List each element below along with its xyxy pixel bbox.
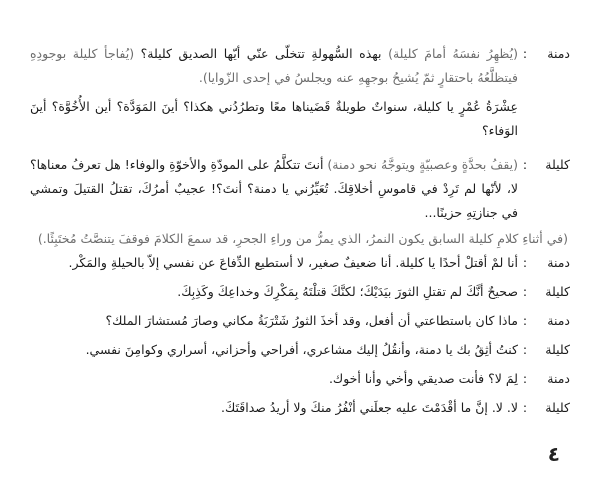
dialogue-line-dimna-1 xyxy=(30,42,570,143)
dialogue-line-kalila-4 xyxy=(30,396,570,420)
dialogue-line-dimna-3 xyxy=(30,309,570,333)
speaker-name: كليلة xyxy=(545,157,570,172)
spoken-text: لِمَ لا؟ فأنت صديقي وأخي وأنا أخوك. xyxy=(328,371,518,386)
speaker-name: كليلة xyxy=(545,342,570,357)
page-number: ٤ xyxy=(547,442,560,466)
dialogue-line-kalila-2 xyxy=(30,280,570,304)
dialogue-text xyxy=(30,42,518,143)
spoken-text: أنتَ تتكلَّمُ على المودّةِ والأخوّةِ والوفاء! هل تعرفُ معناها؟ لا، لأنّها لم تَرِدْ في قاموسِ أخلاقِكَ. تُعَيِّرُني يا دمنة؟ أنتَ؟! عجيبٌ أمرُكَ، تقتلُ القتيلَ وتمشي في جنازتِهِ حزينًا... xyxy=(30,157,518,220)
speaker-colon: : xyxy=(522,284,528,299)
speaker-colon: : xyxy=(522,46,528,61)
dialogue-line-kalila-3 xyxy=(30,338,570,362)
speaker-colon: : xyxy=(522,157,528,172)
spoken-text-continued: عِشْرَةُ عُمْرٍ يا كليلة، سنواتٌ طويلةٌ قَضَيناها معًا وتطرُدُني هكذا؟ أينَ المَوَدَّة؟ أين الأُخُوَّة؟ أينَ الوَفاء؟ xyxy=(30,99,518,138)
speaker-name: دمنة xyxy=(547,46,570,61)
dialogue-line-kalila-1 xyxy=(30,153,570,225)
speaker-colon: : xyxy=(522,400,528,415)
speaker-colon: : xyxy=(522,313,528,328)
speaker-colon: : xyxy=(522,255,528,270)
spoken-text: بهذه السُّهولةِ تتخلّى عنّي أيّها الصديق كليلة؟ xyxy=(140,46,382,61)
speaker-colon: : xyxy=(522,342,528,357)
dialogue-line-dimna-4 xyxy=(30,367,570,391)
stage-direction-inline: (يُظهِرُ نفسَهُ أمامَ كليلة) xyxy=(388,46,518,61)
spoken-text: ماذا كان باستطاعتي أن أفعل، وقد أخذَ الثورُ شَتْرَبَةُ مكاني وصارَ مُستشارَ الملك؟ xyxy=(105,313,518,328)
spoken-text: أنا لمْ أقتلْ أحدًا يا كليلة. أنا ضعيفٌ صغير، لا أستطيع الدِّفاعَ عن نفسي إلاّ بالحيلةِ والمَكْر. xyxy=(68,255,518,270)
speaker-name: دمنة xyxy=(547,255,570,270)
stage-direction-inline: (يُفاجأ كليلة بوجودِهِ فيتظلَّعُهُ باحتقارٍ ثمّ يُشيحُ بوجهِهِ عنه ويجلسُ في إحدى الزّوايا). xyxy=(30,46,518,85)
speaker-name: دمنة xyxy=(547,371,570,386)
speaker-name: كليلة xyxy=(545,400,570,415)
dialogue-text xyxy=(30,153,518,225)
spoken-text: كنتُ أثِقُ بك يا دمنة، وأنقُلُ إليك مشاعري، أفراحي وأحزاني، أسراري وكوامِنَ نفسي. xyxy=(85,342,518,357)
stage-direction-inline: (يقفُ بحدَّةٍ وعصبيّةٍ ويتوجَّهُ نحو دمنة) xyxy=(327,157,519,172)
stage-direction: (في أثناءِ كلامِ كليلة السابق يكون النمرُ، الذي يمرُّ من وراءِ الجحرِ، قد سمعَ الكلامَ فوقفَ يتنصَّتُ مُختَبِئًا.) xyxy=(37,231,568,246)
spoken-text: صحيحٌ أنَّكَ لم تقتلِ الثورَ بيَدَيْكَ؛ لكنَّكَ قتلْتَهُ بِمَكْرِكَ وخداعِكَ وكَذِبِكَ. xyxy=(177,284,518,299)
speaker-name: كليلة xyxy=(545,284,570,299)
spoken-text: لا. لا. إنَّ ما أقْدَمْتَ عليه جعلَني أنْفُرُ منكَ ولا أريدُ صداقَتَكَ. xyxy=(221,400,518,415)
speaker-colon: : xyxy=(522,371,528,386)
dialogue-line-dimna-2 xyxy=(30,251,570,275)
speaker-name: دمنة xyxy=(547,313,570,328)
